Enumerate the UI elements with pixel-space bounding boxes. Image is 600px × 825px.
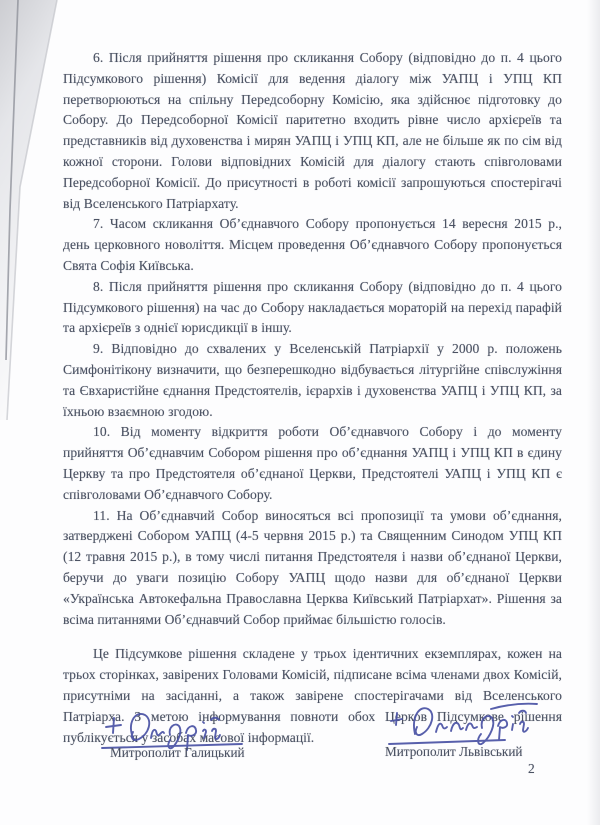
paragraph-8: 8. Після прийняття рішення про скликання Собору (відповідно до п. 4 цього Підсумкового рішення) на час до Собору накладається мораторій на перехід парафій та архієреїв з однієї юрисдикції в іншу. (63, 278, 562, 336)
paragraph-9: 9. Відповідно до схвалених у Вселенській Патріархії у 2000 р. положень Симфонітікону визначити, що безперешкодно відбувається літургійне співслужіння та Євхаристійне єднання Предстоятелів, ієрархів і духовенства УАПЦ і УПЦ КП, за їхньою взаємною згодою. (63, 341, 562, 419)
paragraph-7: 7. Часом скликання Об’єднавчого Собору пропонується 14 вересня 2015 р., день церковного новоліття. Місцем проведення Об’єднавчого Собору пропонується Свята Софія Київська. (63, 216, 562, 273)
paragraph-11: 11. На Об’єднавчий Собор виносяться всі пропозиції та умови об’єднання, затверджені Собором УАПЦ (4-5 червня 2015 р.) та Священним Синодом УПЦ КП (12 травня 2015 р.), в тому числі питання Предстоятеля і назви об’єднаної Церкви, беручи до уваги позицію Собору УАПЦ щодо назви для об’єднаної Церкви «Українська Автокефальна Православна Церква Київський Патріархат». Рішення за всіма питаннями Об’єднавчий Собор приймає більшістю голосів. (63, 507, 562, 627)
paragraph-6: 6. Після прийняття рішення про скликання Собору (відповідно до п. 4 цього Підсумкового рішення) Комісії для ведення діалогу між УАПЦ і УПЦ КП перетворюються на спільну Передсоборну Комісію, яка здійснює підготовку до Собору. До Передсоборної Комісії паритетно входить рівне число архієреїв та представників від духовенства і мирян УАПЦ і УПЦ КП, але не більше як по сім від кожної сторони. Голови відповідних Комісій для діалогу стають співголовами Передсоборної Комісії. До присутності в роботі комісії запрошуються спостерігачі від Вселенського Патріархату. (63, 50, 562, 211)
closing-paragraph: Це Підсумкове рішення складене у трьох ідентичних екземплярах, кожен на трьох сторінках, завірених Головами Комісій, підписане всіма членами двох Комісій, присутніми на засіданні, а також завірене спостерігачами від Вселенського Патріарха. З метою інформування повноти обох Церков Підсумкове рішення публікується у засобах масової інформації. (63, 646, 562, 745)
signature-caption-right: Митрополит Львівський (385, 744, 523, 759)
paragraph-10: 10. Від моменту відкриття роботи Об’єднавчого Собору і до моменту прийняття Об’єднавчим Собором рішення про об’єднання УАПЦ і УПЦ КП в єдину Церкву та про Предстоятеля об’єднаної Церкви, Предстоятелі УАПЦ і УПЦ КП є співголовами Об’єднавчого Собору. (63, 424, 562, 502)
document-text (63, 48, 562, 748)
scan-edge-shadow (587, 0, 600, 825)
signature-caption-left: Митрополит Галицький (110, 745, 245, 760)
page-number: 2 (528, 761, 535, 776)
scan-corner-shadow (0, 0, 70, 430)
